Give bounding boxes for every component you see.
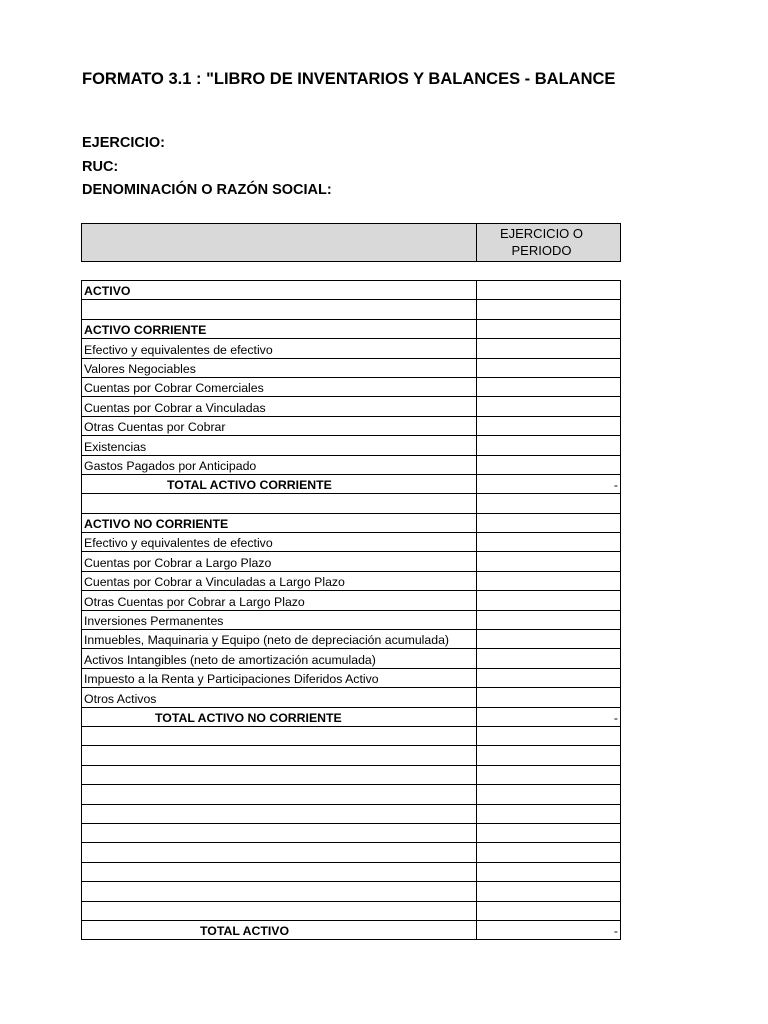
table-row	[82, 765, 621, 784]
account-label: TOTAL ACTIVO	[82, 920, 477, 939]
table-row	[82, 843, 621, 862]
account-label: Efectivo y equivalentes de efectivo	[82, 339, 477, 358]
table-row	[82, 823, 621, 842]
period-value-cell	[477, 358, 621, 377]
account-label: ACTIVO CORRIENTE	[82, 319, 477, 338]
period-value-cell	[477, 726, 621, 745]
period-value-cell	[477, 649, 621, 668]
table-row	[82, 901, 621, 920]
table-row	[82, 668, 621, 687]
account-label: Inversiones Permanentes	[82, 610, 477, 629]
period-value-cell	[477, 455, 621, 474]
period-value-cell	[477, 746, 621, 765]
table-row	[82, 649, 621, 668]
account-label	[82, 785, 477, 804]
account-label: Cuentas por Cobrar a Vinculadas	[82, 397, 477, 416]
account-label: Gastos Pagados por Anticipado	[82, 455, 477, 474]
table-row	[82, 455, 621, 474]
table-row	[82, 300, 621, 319]
table-row	[82, 688, 621, 707]
period-column-header: EJERCICIO O PERIODO	[499, 226, 584, 258]
table-row	[82, 377, 621, 396]
period-value-cell	[477, 668, 621, 687]
account-label	[82, 726, 477, 745]
period-value-cell	[477, 319, 621, 338]
period-value-cell	[477, 533, 621, 552]
period-value-cell	[477, 300, 621, 319]
period-value-cell	[477, 436, 621, 455]
table-row	[82, 397, 621, 416]
table-row	[82, 494, 621, 513]
account-label: Inmuebles, Maquinaria y Equipo (neto de depreciación acumulada)	[82, 630, 477, 649]
period-value-cell	[477, 416, 621, 435]
balance-table	[81, 280, 621, 940]
account-label: TOTAL ACTIVO CORRIENTE	[82, 474, 477, 493]
table-row	[82, 746, 621, 765]
account-label: ACTIVO	[82, 281, 477, 300]
account-label: TOTAL ACTIVO NO CORRIENTE	[82, 707, 477, 726]
account-label: Cuentas por Cobrar a Vinculadas a Largo Plazo	[82, 571, 477, 590]
table-row	[82, 533, 621, 552]
period-value-cell	[477, 630, 621, 649]
table-row	[82, 804, 621, 823]
period-value-cell	[477, 513, 621, 532]
account-label	[82, 823, 477, 842]
account-label: Impuesto a la Renta y Participaciones Diferidos Activo	[82, 668, 477, 687]
table-header	[81, 223, 621, 262]
account-label	[82, 804, 477, 823]
account-label: ACTIVO NO CORRIENTE	[82, 513, 477, 532]
account-label	[82, 765, 477, 784]
account-label: Cuentas por Cobrar Comerciales	[82, 377, 477, 396]
period-value-cell	[477, 494, 621, 513]
account-label: Valores Negociables	[82, 358, 477, 377]
period-value-cell	[477, 901, 621, 920]
table-row	[82, 707, 621, 726]
ejercicio-label: EJERCICIO:	[82, 135, 165, 151]
document-title: FORMATO 3.1 : "LIBRO DE INVENTARIOS Y BALANCES - BALANCE	[82, 70, 616, 88]
account-label: Activos Intangibles (neto de amortización acumulada)	[82, 649, 477, 668]
account-label	[82, 746, 477, 765]
account-label: Otras Cuentas por Cobrar a Largo Plazo	[82, 591, 477, 610]
table-row	[82, 358, 621, 377]
balance-table-body	[82, 281, 621, 940]
account-label	[82, 843, 477, 862]
table-row	[82, 882, 621, 901]
razon-social-label: DENOMINACIÓN O RAZÓN SOCIAL:	[82, 182, 332, 198]
account-label: Cuentas por Cobrar a Largo Plazo	[82, 552, 477, 571]
table-row	[82, 319, 621, 338]
period-value-cell	[477, 823, 621, 842]
period-value-cell	[477, 882, 621, 901]
account-label	[82, 862, 477, 881]
ruc-label: RUC:	[82, 159, 119, 175]
period-value-cell	[477, 591, 621, 610]
table-row	[82, 920, 621, 939]
account-label	[82, 901, 477, 920]
period-value-cell	[477, 804, 621, 823]
table-row	[82, 552, 621, 571]
table-row	[82, 610, 621, 629]
table-row	[82, 281, 621, 300]
table-row	[82, 416, 621, 435]
period-value-cell	[477, 571, 621, 590]
period-value-cell: -	[477, 920, 621, 939]
account-label	[82, 882, 477, 901]
period-value-cell	[477, 281, 621, 300]
table-row	[82, 339, 621, 358]
account-label: Efectivo y equivalentes de efectivo	[82, 533, 477, 552]
period-value-cell	[477, 862, 621, 881]
period-value-cell	[477, 552, 621, 571]
period-value-cell	[477, 843, 621, 862]
table-row	[82, 513, 621, 532]
table-row	[82, 862, 621, 881]
period-value-cell	[477, 339, 621, 358]
period-value-cell	[477, 785, 621, 804]
table-row	[82, 785, 621, 804]
table-row	[82, 630, 621, 649]
account-label: Otras Cuentas por Cobrar	[82, 416, 477, 435]
account-label: Otros Activos	[82, 688, 477, 707]
period-value-cell	[477, 765, 621, 784]
period-value-cell	[477, 610, 621, 629]
period-value-cell	[477, 397, 621, 416]
period-value-cell: -	[477, 474, 621, 493]
period-value-cell	[477, 688, 621, 707]
table-row	[82, 571, 621, 590]
table-row	[82, 474, 621, 493]
account-label	[82, 300, 477, 319]
period-value-cell: -	[477, 707, 621, 726]
table-row	[82, 591, 621, 610]
account-label: Existencias	[82, 436, 477, 455]
period-value-cell	[477, 377, 621, 396]
table-row	[82, 726, 621, 745]
table-row	[82, 436, 621, 455]
account-label	[82, 494, 477, 513]
